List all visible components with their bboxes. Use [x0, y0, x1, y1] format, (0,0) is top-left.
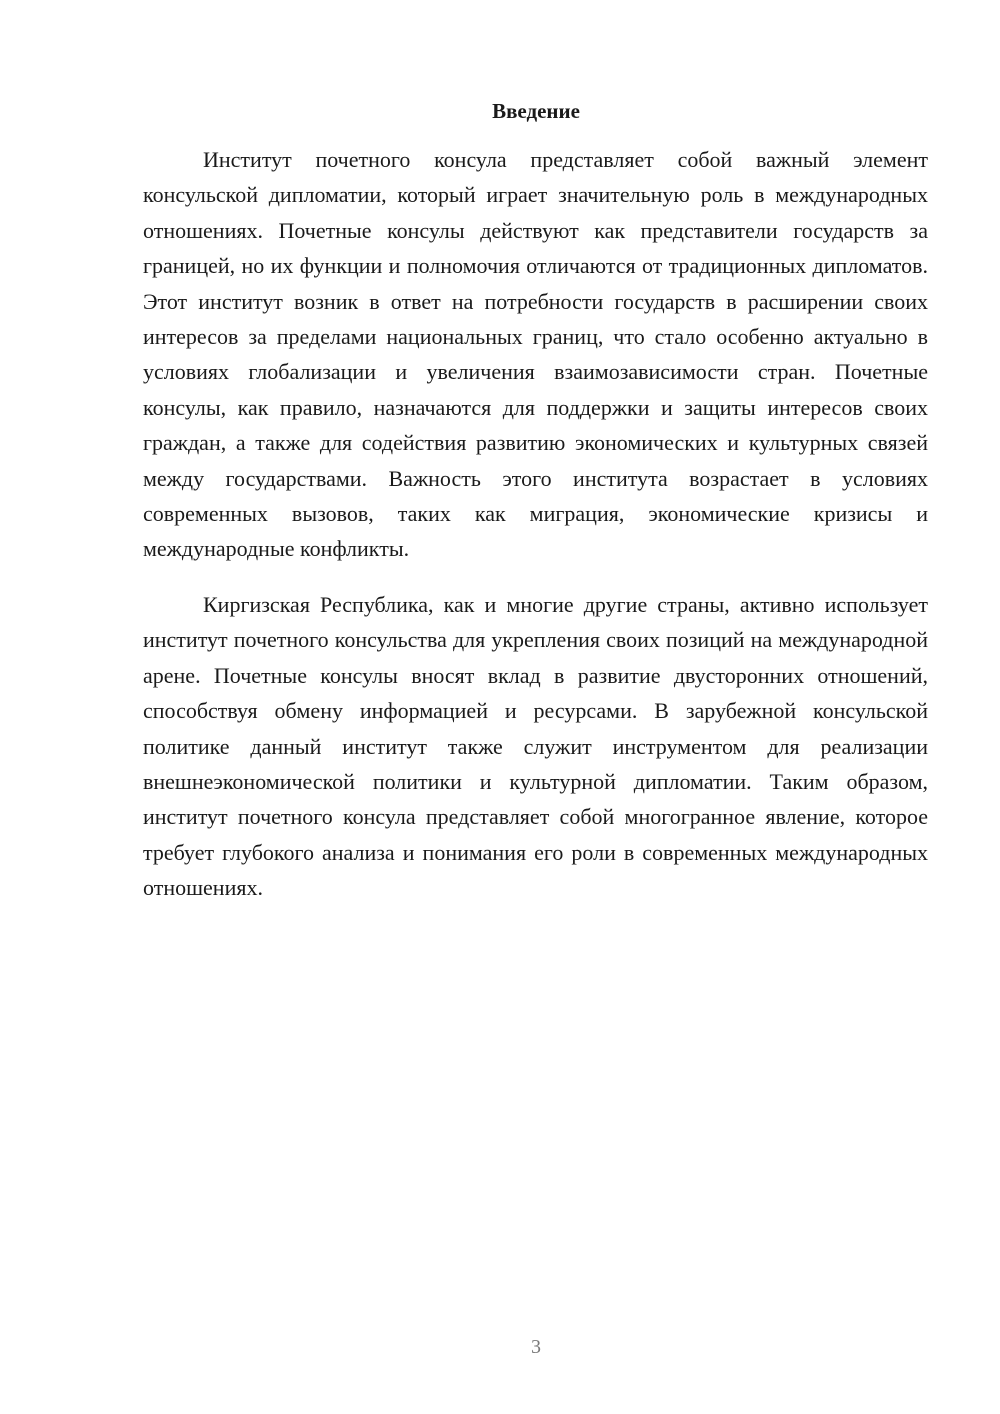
- section-heading: Введение: [492, 99, 580, 123]
- page-number: 3: [531, 1336, 541, 1358]
- body-text: [143, 142, 928, 906]
- paragraph-2: Киргизская Республика, как и многие другие страны, активно использует институт почетного консульства для укрепления своих позиций на международной арене. Почетные консулы вносят вклад в развитие двусторонних отношений, способствуя обмену информацией и ресурсами. В зарубежной консульской политике данный институт также служит инструментом для реализации внешнеэкономической политики и культурной дипломатии. Таким образом, институт почетного консула представляет собой многогранное явление, которое требует глубокого анализа и понимания его роли в современных международных отношениях.: [143, 591, 928, 901]
- paragraph-1: Институт почетного консула представляет собой важный элемент консульской дипломатии, который играет значительную роль в международных отношениях. Почетные консулы действуют как представители государств за границей, но их функции и полномочия отличаются от традиционных дипломатов. Этот институт возник в ответ на потребности государств в расширении своих интересов за пределами национальных границ, что стало особенно актуально в условиях глобализации и увеличения взаимозависимости стран. Почетные консулы, как правило, назначаются для поддержки и защиты интересов своих граждан, а также для содействия развитию экономических и культурных связей между государствами. Важность этого института возрастает в условиях современных вызовов, таких как миграция, экономические кризисы и международные конфликты.: [143, 147, 928, 562]
